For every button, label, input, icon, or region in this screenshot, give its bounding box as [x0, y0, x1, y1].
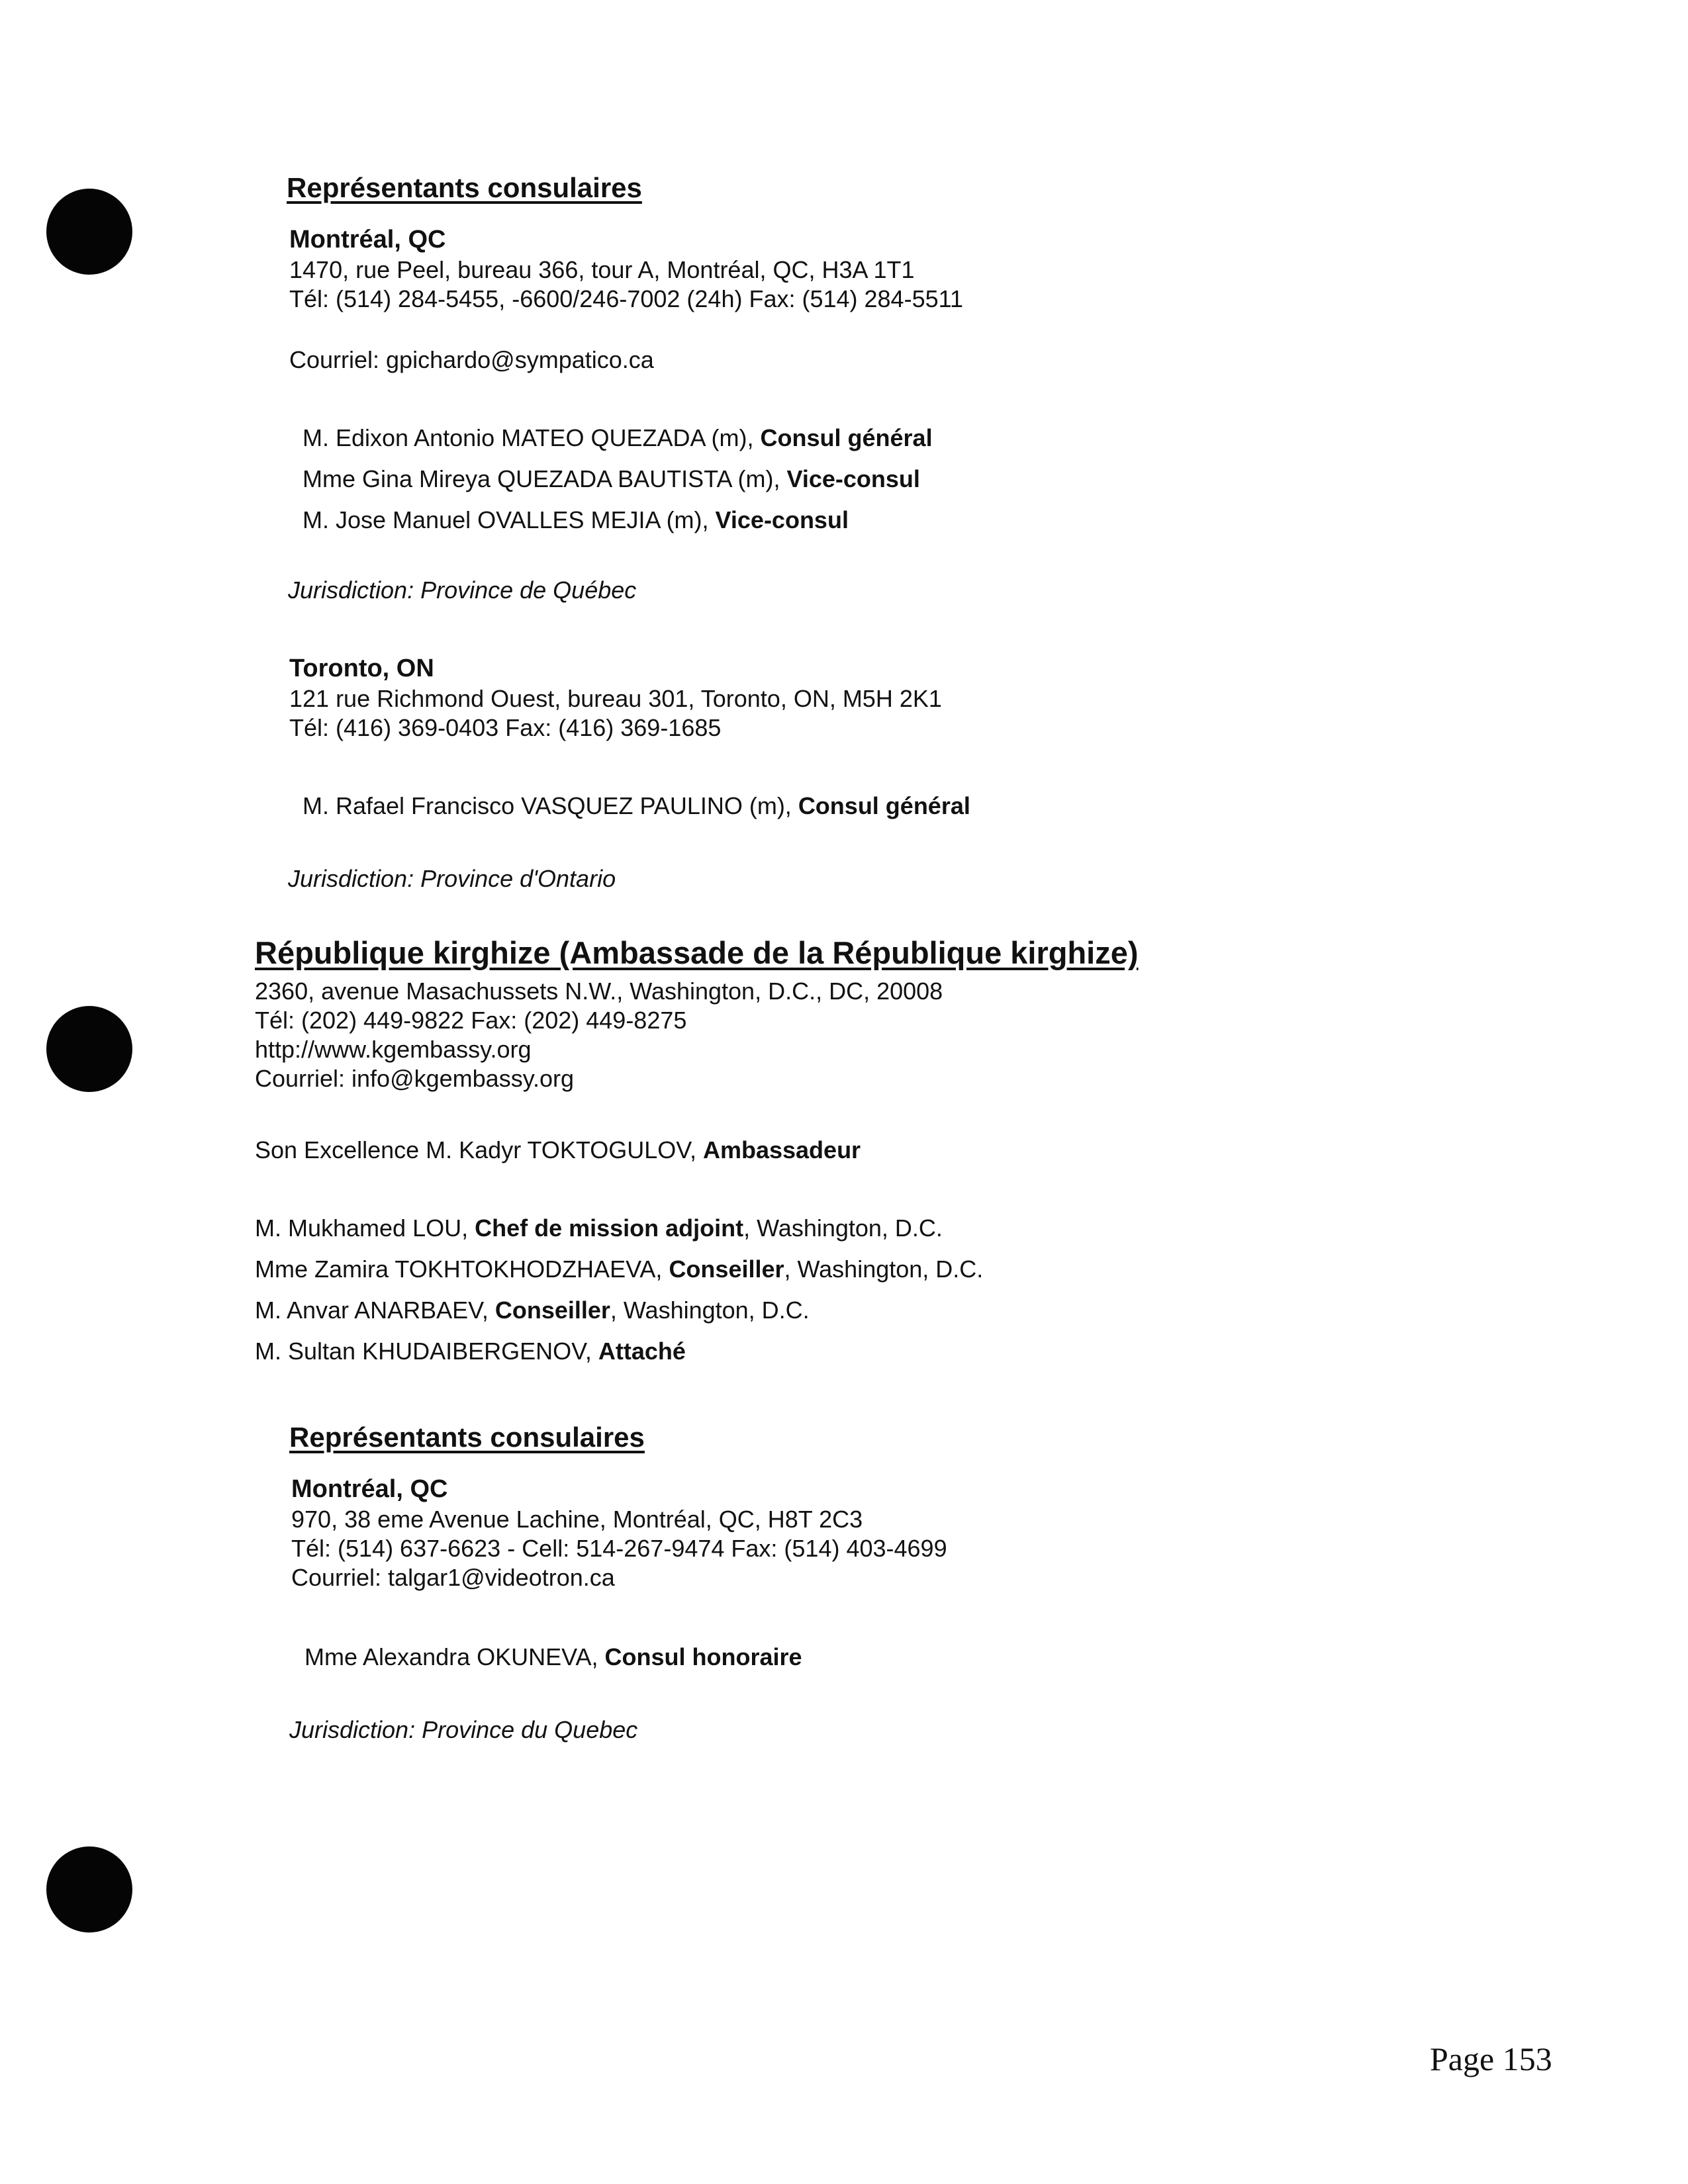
toronto-phone: Tél: (416) 369-0403 Fax: (416) 369-1685 [289, 714, 722, 741]
staff-entry: M. Sultan KHUDAIBERGENOV, Attaché [255, 1338, 686, 1365]
staff-entry: M. Anvar ANARBAEV, Conseiller, Washington, D.C. [255, 1297, 810, 1324]
jurisdiction-ontario: Jurisdiction: Province d'Ontario [288, 865, 616, 892]
embassy-address: 2360, avenue Masachussets N.W., Washington, D.C., DC, 20008 [255, 978, 943, 1005]
embassy-email[interactable]: Courriel: info@kgembassy.org [255, 1065, 575, 1092]
punch-hole-middle [46, 1006, 132, 1092]
punch-hole-bottom [46, 1846, 132, 1933]
punch-hole-top [46, 189, 132, 275]
montreal-phone: Tél: (514) 284-5455, -6600/246-7002 (24h) Fax: (514) 284-5511 [289, 285, 963, 312]
person-entry: M. Jose Manuel OVALLES MEJIA (m), Vice-consul [303, 506, 849, 533]
consulate-phone: Tél: (514) 637-6623 - Cell: 514-267-9474 Fax: (514) 403-4699 [291, 1535, 947, 1562]
montreal-address: 1470, rue Peel, bureau 366, tour A, Montréal, QC, H3A 1T1 [289, 256, 915, 283]
staff-entry: M. Mukhamed LOU, Chef de mission adjoint, Washington, D.C. [255, 1214, 943, 1242]
toronto-address: 121 rue Richmond Ouest, bureau 301, Toronto, ON, M5H 2K1 [289, 685, 942, 712]
person-entry: Mme Alexandra OKUNEVA, Consul honoraire [305, 1643, 802, 1670]
jurisdiction-quebec: Jurisdiction: Province de Québec [288, 576, 637, 604]
embassy-phone: Tél: (202) 449-9822 Fax: (202) 449-8275 [255, 1007, 687, 1034]
person-entry: M. Rafael Francisco VASQUEZ PAULINO (m), Consul général [303, 792, 970, 819]
section-heading-consular: Représentants consulaires [289, 1422, 645, 1453]
ambassador-entry: Son Excellence M. Kadyr TOKTOGULOV, Ambassadeur [255, 1136, 861, 1163]
consulate-email[interactable]: Courriel: talgar1@videotron.ca [291, 1564, 615, 1591]
city-toronto: Toronto, ON [289, 655, 434, 682]
section-heading-consular: Représentants consulaires [287, 172, 642, 203]
staff-entry: Mme Zamira TOKHTOKHODZHAEVA, Conseiller, Washington, D.C. [255, 1255, 984, 1283]
embassy-website[interactable]: http://www.kgembassy.org [255, 1036, 532, 1063]
city-montreal: Montréal, QC [291, 1475, 448, 1503]
page-number: Page 153 [1430, 2040, 1552, 2077]
city-montreal: Montréal, QC [289, 226, 446, 253]
consulate-address: 970, 38 eme Avenue Lachine, Montréal, QC, H8T 2C3 [291, 1506, 863, 1533]
montreal-email: Courriel: gpichardo@sympatico.ca [289, 346, 654, 373]
person-entry: M. Edixon Antonio MATEO QUEZADA (m), Consul général [303, 424, 933, 451]
country-heading-kyrgyz: République kirghize (Ambassade de la République kirghize) [255, 935, 1139, 970]
person-entry: Mme Gina Mireya QUEZADA BAUTISTA (m), Vice-consul [303, 465, 920, 492]
jurisdiction-quebec: Jurisdiction: Province du Quebec [289, 1716, 638, 1743]
